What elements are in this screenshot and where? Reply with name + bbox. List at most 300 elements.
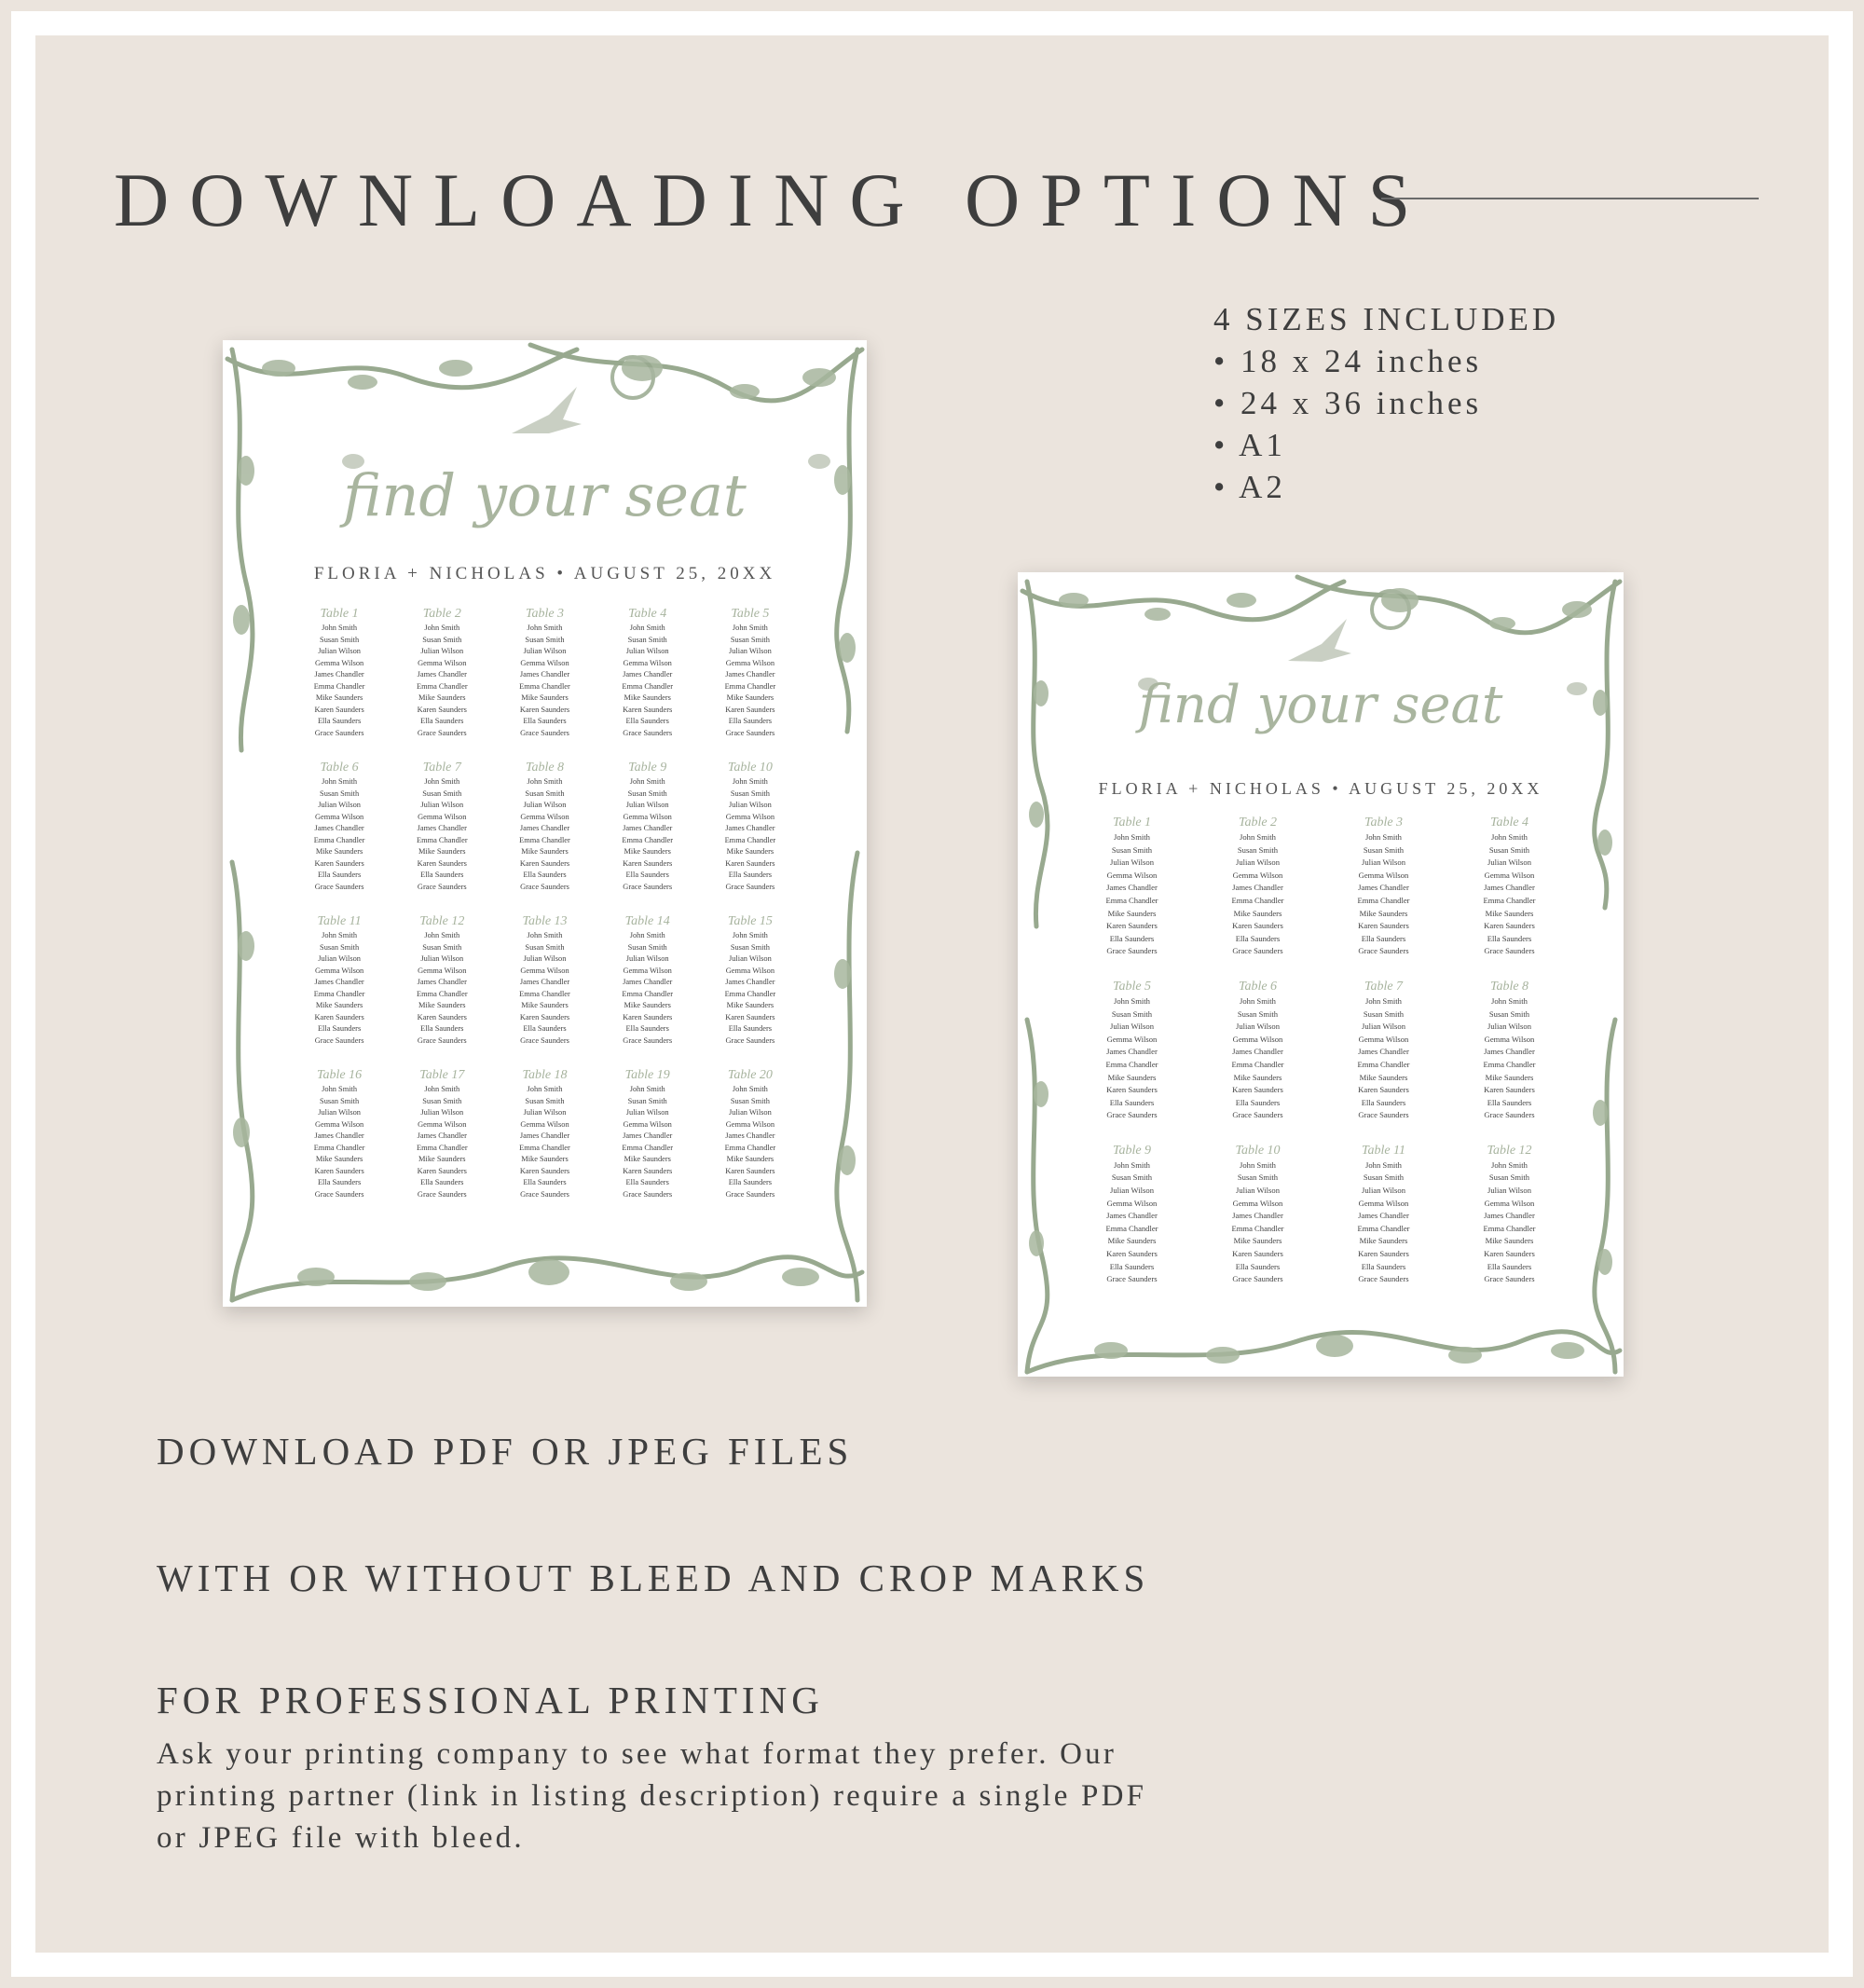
guest-name: Mike Saunders — [315, 847, 363, 856]
table-label: Table 6 — [1238, 979, 1278, 994]
guest-name: Mike Saunders — [418, 1155, 466, 1163]
guest-name: Ella Saunders — [728, 1024, 773, 1033]
guest-name: Julian Wilson — [1109, 1021, 1154, 1032]
guest-name: James Chandler — [314, 978, 364, 986]
guest-name: Emma Chandler — [313, 681, 365, 691]
table-block — [596, 1067, 699, 1200]
guest-name: Julian Wilson — [420, 1108, 464, 1117]
guest-name: Gemma Wilson — [1358, 870, 1409, 880]
guest-name: Emma Chandler — [416, 1143, 468, 1152]
guest-name: Ella Saunders — [625, 1178, 669, 1186]
guest-name: Mike Saunders — [1233, 1236, 1282, 1246]
guest-name: James Chandler — [519, 1131, 570, 1140]
guest-name: Emma Chandler — [519, 1143, 570, 1152]
guest-name: Emma Chandler — [519, 835, 570, 844]
size-item: • A1 — [1213, 424, 1559, 466]
guest-name: Emma Chandler — [1231, 1223, 1284, 1233]
guest-name: Julian Wilson — [523, 647, 567, 655]
table-label: Table 4 — [628, 607, 667, 621]
guest-name: Julian Wilson — [625, 801, 669, 809]
guest-name: Gemma Wilson — [1106, 870, 1158, 880]
guest-name: James Chandler — [623, 824, 673, 832]
guest-name: John Smith — [1491, 995, 1528, 1006]
guest-name: Grace Saunders — [314, 728, 364, 737]
guest-name: John Smith — [1365, 1159, 1402, 1170]
guest-name: Gemma Wilson — [623, 1119, 672, 1129]
guest-name: Ella Saunders — [1487, 1261, 1532, 1271]
guest-name: Gemma Wilson — [314, 812, 364, 821]
table-block — [391, 913, 493, 1047]
guest-name: John Smith — [527, 1085, 563, 1093]
guest-name: James Chandler — [417, 978, 467, 986]
table-label: Table 3 — [1364, 816, 1404, 829]
guest-name: Julian Wilson — [523, 1108, 567, 1117]
guest-name: Julian Wilson — [1109, 1186, 1154, 1196]
table-block — [699, 1067, 802, 1200]
seating-grid — [288, 606, 802, 1200]
guest-name: Grace Saunders — [1232, 946, 1283, 956]
guest-name: Susan Smith — [1363, 1008, 1405, 1019]
guest-name: Emma Chandler — [1231, 1059, 1284, 1069]
guest-name: Gemma Wilson — [725, 812, 775, 821]
table-block — [1321, 815, 1446, 958]
guest-name: Grace Saunders — [417, 882, 467, 891]
guest-name: Emma Chandler — [1483, 895, 1536, 905]
bleed-note: WITH OR WITHOUT BLEED AND CROP MARKS — [157, 1556, 1150, 1599]
guest-name: Emma Chandler — [1105, 1223, 1158, 1233]
guest-name: Grace Saunders — [725, 882, 775, 891]
guest-name: Karen Saunders — [1232, 921, 1283, 931]
guest-name: Susan Smith — [627, 1096, 667, 1105]
table-label: Table 7 — [422, 761, 461, 775]
guest-name: Emma Chandler — [416, 681, 468, 691]
guest-name: Susan Smith — [525, 942, 565, 952]
table-label: Table 11 — [1361, 1143, 1406, 1158]
guest-name: Susan Smith — [422, 635, 462, 644]
guest-name: Karen Saunders — [314, 1012, 364, 1021]
guest-name: Ella Saunders — [1361, 933, 1406, 943]
guest-name: Gemma Wilson — [520, 658, 569, 667]
guest-name: Gemma Wilson — [623, 658, 672, 667]
guest-name: Ella Saunders — [1109, 1097, 1155, 1107]
table-label: Table 5 — [1112, 979, 1152, 994]
table-label: Table 10 — [1235, 1143, 1281, 1158]
guest-name: Emma Chandler — [1231, 895, 1284, 905]
guest-name: Mike Saunders — [315, 1001, 363, 1009]
guest-name: Grace Saunders — [725, 1189, 775, 1199]
guest-name: Mike Saunders — [418, 847, 466, 856]
table-block — [391, 760, 493, 893]
guest-name: Gemma Wilson — [725, 966, 775, 975]
guest-name: John Smith — [322, 624, 358, 632]
guest-name: John Smith — [1240, 995, 1276, 1006]
guest-name: Grace Saunders — [1358, 946, 1409, 956]
page-title: DOWNLOADING OPTIONS — [114, 158, 1432, 242]
table-block — [391, 1067, 493, 1200]
table-block — [1195, 1143, 1321, 1286]
guest-name: Julian Wilson — [728, 647, 772, 655]
guest-name: Susan Smith — [1237, 1172, 1279, 1183]
guest-name: Julian Wilson — [1487, 1021, 1531, 1032]
guest-name: Susan Smith — [730, 942, 770, 952]
guest-name: Ella Saunders — [1487, 933, 1532, 943]
guest-name: Ella Saunders — [420, 1024, 464, 1033]
guest-name: Julian Wilson — [1487, 857, 1531, 868]
guest-name: Gemma Wilson — [520, 966, 569, 975]
guest-name: Karen Saunders — [1484, 1085, 1535, 1095]
table-block — [288, 913, 391, 1047]
table-block — [1069, 979, 1195, 1122]
guest-name: Grace Saunders — [1358, 1110, 1409, 1120]
guest-name: Gemma Wilson — [520, 1119, 569, 1129]
guest-name: Mike Saunders — [521, 1155, 569, 1163]
guest-name: Ella Saunders — [420, 1178, 464, 1186]
guest-name: Grace Saunders — [417, 1189, 467, 1199]
table-label: Table 14 — [624, 914, 670, 928]
guest-name: John Smith — [732, 1085, 768, 1093]
guest-name: James Chandler — [1358, 1047, 1409, 1057]
guest-name: Karen Saunders — [725, 705, 775, 714]
guest-name: Susan Smith — [320, 1096, 360, 1105]
guest-name: James Chandler — [623, 670, 673, 679]
guest-name: Gemma Wilson — [1484, 1198, 1535, 1208]
guest-name: Karen Saunders — [1106, 921, 1158, 931]
poster-preview-large — [223, 340, 867, 1307]
guest-name: Gemma Wilson — [314, 966, 364, 975]
guest-name: Grace Saunders — [623, 882, 673, 891]
guest-name: Emma Chandler — [1357, 1223, 1410, 1233]
poster-script-title: find your seat — [1138, 675, 1503, 735]
table-block — [1069, 815, 1195, 958]
table-label: Table 6 — [320, 761, 359, 775]
guest-name: Ella Saunders — [523, 717, 567, 725]
guest-name: Julian Wilson — [318, 1108, 361, 1117]
guest-name: James Chandler — [519, 670, 570, 679]
table-block — [1446, 1143, 1572, 1286]
guest-name: John Smith — [1365, 995, 1402, 1006]
guest-name: Gemma Wilson — [418, 812, 467, 821]
guest-name: Susan Smith — [1111, 1172, 1153, 1183]
guest-name: Gemma Wilson — [623, 966, 672, 975]
guest-name: Julian Wilson — [625, 954, 669, 963]
table-label: Table 20 — [727, 1068, 773, 1082]
guest-name: James Chandler — [417, 1131, 467, 1140]
table-block — [596, 606, 699, 739]
guest-name: Emma Chandler — [1357, 895, 1410, 905]
guest-name: Emma Chandler — [1483, 1223, 1536, 1233]
guest-name: Julian Wilson — [728, 801, 772, 809]
guest-name: James Chandler — [1358, 1211, 1409, 1221]
guest-name: James Chandler — [725, 1131, 775, 1140]
guest-name: Grace Saunders — [314, 882, 364, 891]
guest-name: Karen Saunders — [725, 858, 775, 868]
guest-name: James Chandler — [1358, 883, 1409, 893]
guest-name: Emma Chandler — [724, 989, 776, 998]
table-block — [596, 913, 699, 1047]
guest-name: Gemma Wilson — [1232, 1198, 1283, 1208]
guest-name: Grace Saunders — [520, 882, 569, 891]
guest-name: Grace Saunders — [520, 728, 569, 737]
guest-name: Grace Saunders — [1358, 1274, 1409, 1284]
guest-name: James Chandler — [1232, 1047, 1283, 1057]
guest-name: Gemma Wilson — [418, 1119, 467, 1129]
printing-title: FOR PROFESSIONAL PRINTING — [157, 1679, 824, 1721]
guest-name: Mike Saunders — [1485, 908, 1534, 918]
guest-name: Ella Saunders — [420, 871, 464, 879]
guest-name: Grace Saunders — [725, 728, 775, 737]
table-label: Table 8 — [1489, 979, 1529, 994]
guest-name: Grace Saunders — [520, 1189, 569, 1199]
guest-name: Karen Saunders — [314, 705, 364, 714]
guest-name: Ella Saunders — [1361, 1097, 1406, 1107]
guest-name: James Chandler — [417, 670, 467, 679]
table-block — [1446, 979, 1572, 1122]
guest-name: Karen Saunders — [519, 1166, 570, 1175]
guest-name: Grace Saunders — [1106, 946, 1158, 956]
guest-name: John Smith — [1114, 995, 1150, 1006]
guest-name: Julian Wilson — [420, 801, 464, 809]
guest-name: Grace Saunders — [417, 1035, 467, 1045]
guest-name: Mike Saunders — [1485, 1236, 1534, 1246]
guest-name: Karen Saunders — [1358, 1085, 1409, 1095]
poster-script-title: find your seat — [343, 461, 747, 529]
guest-name: Susan Smith — [525, 1096, 565, 1105]
guest-name: James Chandler — [1106, 883, 1158, 893]
guest-name: James Chandler — [1484, 1211, 1535, 1221]
guest-name: Ella Saunders — [625, 717, 669, 725]
guest-name: Mike Saunders — [521, 693, 569, 702]
guest-name: Karen Saunders — [623, 705, 673, 714]
guest-name: Karen Saunders — [623, 1166, 673, 1175]
guest-name: Karen Saunders — [1106, 1249, 1158, 1259]
guest-name: Grace Saunders — [623, 1035, 673, 1045]
guest-name: Julian Wilson — [420, 647, 464, 655]
guest-name: Grace Saunders — [1232, 1110, 1283, 1120]
table-label: Table 1 — [320, 607, 359, 621]
guest-name: Karen Saunders — [725, 1166, 775, 1175]
table-block — [596, 760, 699, 893]
guest-name: Mike Saunders — [315, 693, 363, 702]
guest-name: Mike Saunders — [726, 693, 774, 702]
table-label: Table 7 — [1364, 979, 1404, 994]
table-block — [1195, 979, 1321, 1122]
guest-name: Julian Wilson — [1109, 857, 1154, 868]
sizes-title: 4 SIZES INCLUDED — [1213, 301, 1560, 337]
guest-name: Julian Wilson — [318, 647, 361, 655]
guest-name: Emma Chandler — [622, 835, 674, 844]
guest-name: John Smith — [424, 777, 460, 786]
guest-name: Gemma Wilson — [314, 1119, 364, 1129]
guest-name: Susan Smith — [627, 635, 667, 644]
guest-name: Ella Saunders — [1109, 933, 1155, 943]
guest-name: Julian Wilson — [318, 801, 361, 809]
guest-name: John Smith — [629, 1085, 665, 1093]
guest-name: Mike Saunders — [521, 1001, 569, 1009]
guest-name: Julian Wilson — [1487, 1186, 1531, 1196]
guest-name: Susan Smith — [627, 788, 667, 798]
guest-name: Karen Saunders — [725, 1012, 775, 1021]
table-block — [699, 760, 802, 893]
guest-name: Grace Saunders — [520, 1035, 569, 1045]
guest-name: Julian Wilson — [1235, 857, 1280, 868]
printing-description: Ask your printing company to see what format they prefer. Our printing partner (link in listing description) require a single PDF or JPEG file with bleed. — [157, 1737, 1147, 1855]
guest-name: Grace Saunders — [1106, 1274, 1158, 1284]
guest-name: Susan Smith — [1488, 1172, 1530, 1183]
guest-name: John Smith — [322, 1085, 358, 1093]
guest-name: James Chandler — [314, 670, 364, 679]
table-label: Table 2 — [1238, 816, 1278, 829]
table-label: Table 16 — [317, 1068, 363, 1082]
guest-name: Emma Chandler — [313, 989, 365, 998]
table-block — [493, 760, 596, 893]
guest-name: Karen Saunders — [519, 1012, 570, 1021]
guest-name: Karen Saunders — [417, 858, 467, 868]
guest-name: John Smith — [424, 1085, 460, 1093]
table-block — [699, 913, 802, 1047]
guest-name: Grace Saunders — [1484, 1110, 1535, 1120]
guest-name: Karen Saunders — [623, 858, 673, 868]
guest-name: Karen Saunders — [314, 1166, 364, 1175]
guest-name: Ella Saunders — [1109, 1261, 1155, 1271]
table-label: Table 18 — [522, 1068, 568, 1082]
guest-name: Mike Saunders — [1107, 1072, 1157, 1082]
guest-name: Karen Saunders — [417, 705, 467, 714]
guest-name: Karen Saunders — [1484, 1249, 1535, 1259]
table-label: Table 5 — [731, 607, 770, 621]
guest-name: Emma Chandler — [724, 1143, 776, 1152]
guest-name: Gemma Wilson — [1106, 1198, 1158, 1208]
guest-name: Julian Wilson — [1361, 1186, 1405, 1196]
guest-name: Mike Saunders — [521, 847, 569, 856]
guest-name: Ella Saunders — [317, 717, 362, 725]
guest-name: Julian Wilson — [420, 954, 464, 963]
table-label: Table 9 — [628, 761, 667, 775]
table-label: Table 17 — [419, 1068, 465, 1082]
guest-name: Mike Saunders — [1485, 1072, 1534, 1082]
guest-name: Emma Chandler — [622, 1143, 674, 1152]
guest-name: John Smith — [322, 931, 358, 939]
guest-name: Gemma Wilson — [725, 658, 775, 667]
guest-name: Susan Smith — [1363, 1172, 1405, 1183]
guest-name: James Chandler — [314, 1131, 364, 1140]
guest-name: Grace Saunders — [1484, 1274, 1535, 1284]
table-label: Table 11 — [317, 914, 362, 928]
guest-name: Mike Saunders — [726, 1155, 774, 1163]
table-label: Table 13 — [522, 914, 568, 928]
guest-name: Emma Chandler — [622, 989, 674, 998]
table-label: Table 12 — [1487, 1143, 1532, 1158]
table-label: Table 8 — [525, 761, 565, 775]
guest-name: John Smith — [424, 931, 460, 939]
guest-name: Julian Wilson — [728, 954, 772, 963]
guest-name: Mike Saunders — [315, 1155, 363, 1163]
guest-name: James Chandler — [725, 670, 775, 679]
size-item: • A2 — [1213, 466, 1559, 508]
guest-name: Ella Saunders — [317, 1024, 362, 1033]
guest-name: Grace Saunders — [623, 728, 673, 737]
table-block — [288, 760, 391, 893]
guest-name: Karen Saunders — [519, 705, 570, 714]
table-block — [391, 606, 493, 739]
guest-name: James Chandler — [725, 824, 775, 832]
guest-name: Mike Saunders — [1233, 1072, 1282, 1082]
guest-name: Grace Saunders — [1232, 1274, 1283, 1284]
guest-name: Mike Saunders — [624, 847, 671, 856]
guest-name: Susan Smith — [627, 942, 667, 952]
guest-name: John Smith — [732, 931, 768, 939]
guest-name: Karen Saunders — [1232, 1085, 1283, 1095]
title-divider — [1381, 198, 1759, 199]
guest-name: Julian Wilson — [1235, 1186, 1280, 1196]
guest-name: Julian Wilson — [523, 954, 567, 963]
guest-name: Susan Smith — [730, 1096, 770, 1105]
table-label: Table 2 — [422, 607, 461, 621]
table-block — [288, 1067, 391, 1200]
guest-name: Ella Saunders — [625, 1024, 669, 1033]
guest-name: Emma Chandler — [724, 835, 776, 844]
guest-name: Mike Saunders — [624, 693, 671, 702]
guest-name: Ella Saunders — [523, 1024, 567, 1033]
guest-name: Karen Saunders — [623, 1012, 673, 1021]
guest-name: Susan Smith — [422, 788, 462, 798]
guest-name: Susan Smith — [1237, 844, 1279, 855]
guest-name: Emma Chandler — [1105, 895, 1158, 905]
guest-name: Ella Saunders — [317, 871, 362, 879]
guest-name: James Chandler — [1232, 883, 1283, 893]
table-block — [1195, 815, 1321, 958]
guest-name: Gemma Wilson — [520, 812, 569, 821]
table-label: Table 19 — [624, 1068, 670, 1082]
guest-name: Ella Saunders — [728, 717, 773, 725]
guest-name: Julian Wilson — [625, 1108, 669, 1117]
guest-name: Mike Saunders — [1107, 1236, 1157, 1246]
guest-name: Susan Smith — [422, 942, 462, 952]
guest-name: John Smith — [1240, 1159, 1276, 1170]
table-label: Table 1 — [1112, 816, 1152, 829]
guest-name: James Chandler — [623, 1131, 673, 1140]
table-label: Table 12 — [419, 914, 465, 928]
guest-name: Grace Saunders — [314, 1035, 364, 1045]
guest-name: Susan Smith — [1111, 1008, 1153, 1019]
guest-name: Karen Saunders — [1232, 1249, 1283, 1259]
guest-name: Gemma Wilson — [1358, 1034, 1409, 1044]
guest-name: John Smith — [1491, 1159, 1528, 1170]
guest-name: John Smith — [1240, 832, 1276, 842]
guest-name: Gemma Wilson — [1232, 870, 1283, 880]
guest-name: Ella Saunders — [317, 1178, 362, 1186]
guest-name: Julian Wilson — [523, 801, 567, 809]
guest-name: Emma Chandler — [519, 989, 570, 998]
guest-name: James Chandler — [519, 824, 570, 832]
table-block — [493, 913, 596, 1047]
table-block — [1321, 979, 1446, 1122]
guest-name: Grace Saunders — [1106, 1110, 1158, 1120]
guest-name: Emma Chandler — [313, 1143, 365, 1152]
guest-name: Emma Chandler — [1483, 1059, 1536, 1069]
guest-name: Gemma Wilson — [1484, 1034, 1535, 1044]
guest-name: Susan Smith — [730, 635, 770, 644]
poster-couple-line: FLORIA + NICHOLAS • AUGUST 25, 20XX — [1098, 779, 1543, 798]
guest-name: Ella Saunders — [1235, 1261, 1281, 1271]
guest-name: Julian Wilson — [1235, 1021, 1280, 1032]
guest-name: Ella Saunders — [728, 1178, 773, 1186]
guest-name: James Chandler — [1484, 883, 1535, 893]
guest-name: John Smith — [1491, 832, 1528, 842]
table-label: Table 4 — [1489, 816, 1529, 829]
guest-name: Susan Smith — [525, 788, 565, 798]
guest-name: Susan Smith — [525, 635, 565, 644]
guest-name: Emma Chandler — [1105, 1059, 1158, 1069]
